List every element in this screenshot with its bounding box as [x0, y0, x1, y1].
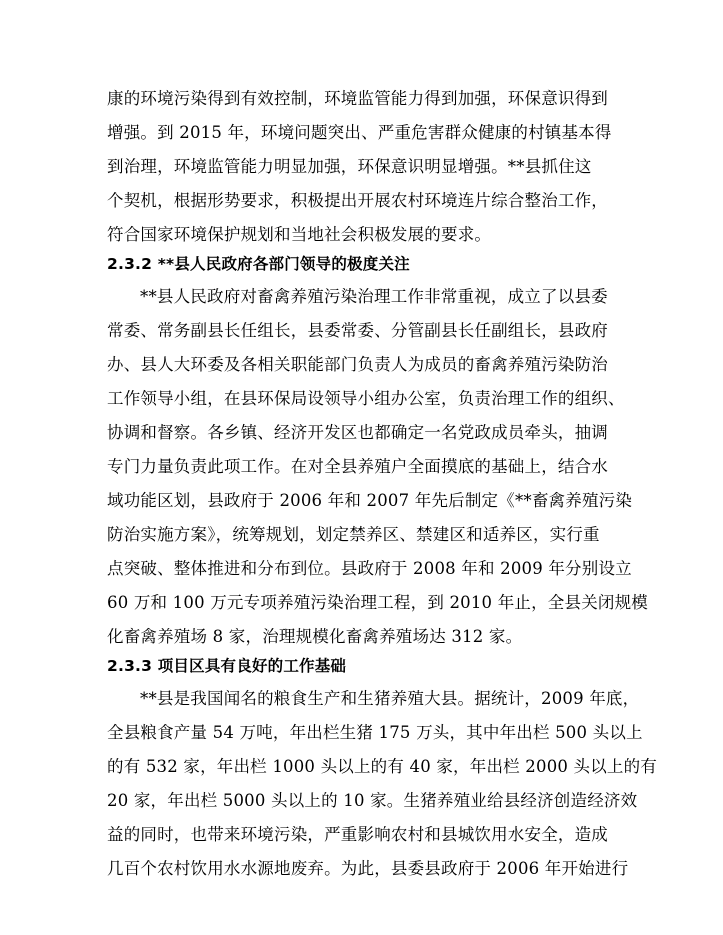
body-text-line: 协调和督察。各乡镇、经济开发区也都确定一名党政成员牵头，抽调	[107, 423, 608, 442]
body-text-line: 几百个农村饮用水水源地废弃。为此，县委县政府于 2006 年开始进行	[107, 859, 629, 878]
body-text-line: 域功能区划，县政府于 2006 年和 2007 年先后制定《**畜禽养殖污染	[107, 491, 633, 510]
body-text-line: 的有 532 家，年出栏 1000 头以上的有 40 家，年出栏 2000 头以上的有	[107, 757, 658, 776]
body-text-line: 办、县人大环委及各相关职能部门负责人为成员的畜禽养殖污染防治	[107, 355, 608, 374]
section-heading-2-3-3: 2.3.3 项目区具有良好的工作基础	[107, 657, 347, 675]
body-text-line: 全县粮食产量 54 万吨，年出栏生猪 175 万头，其中年出栏 500 头以上	[107, 723, 643, 742]
body-text-line: 康的环境污染得到有效控制，环境监管能力得到加强，环保意识得到	[107, 89, 608, 108]
body-text-line: 益的同时，也带来环境污染，严重影响农村和县城饮用水安全，造成	[107, 825, 608, 844]
body-text-line: 增强。到 2015 年，环境问题突出、严重危害群众健康的村镇基本得	[107, 123, 612, 142]
body-text-line: 符合国家环境保护规划和当地社会积极发展的要求。	[107, 225, 492, 244]
body-text-line: 到治理，环境监管能力明显加强，环保意识明显增强。**县抓住这	[107, 157, 592, 176]
body-text-line: **县人民政府对畜禽养殖污染治理工作非常重视，成立了以县委	[140, 287, 608, 306]
body-text-line: 化畜禽养殖场 8 家，治理规模化畜禽养殖场达 312 家。	[107, 627, 523, 646]
body-text-line: 防治实施方案》，统筹规划，划定禁养区、禁建区和适养区，实行重	[107, 525, 600, 544]
body-text-line: 常委、常务副县长任组长，县委常委、分管副县长任副组长，县政府	[107, 321, 608, 340]
body-text-line: 20 家，年出栏 5000 头以上的 10 家。生猪养殖业给县经济创造经济效	[107, 791, 638, 810]
body-text-line: 专门力量负责此项工作。在对全县养殖户全面摸底的基础上，结合水	[107, 457, 608, 476]
body-text-line: **县是我国闻名的粮食生产和生猪养殖大县。据统计，2009 年底，	[140, 689, 640, 708]
body-text-line: 个契机，根据形势要求，积极提出开展农村环境连片综合整治工作，	[107, 191, 608, 210]
body-text-line: 工作领导小组，在县环保局设领导小组办公室，负责治理工作的组织、	[107, 389, 625, 408]
body-text-line: 点突破、整体推进和分布到位。县政府于 2008 年和 2009 年分别设立	[107, 559, 632, 578]
section-heading-2-3-2: 2.3.2 **县人民政府各部门领导的极度关注	[107, 255, 410, 273]
body-text-line: 60 万和 100 万元专项养殖污染治理工程，到 2010 年止，全县关闭规模	[107, 593, 649, 612]
